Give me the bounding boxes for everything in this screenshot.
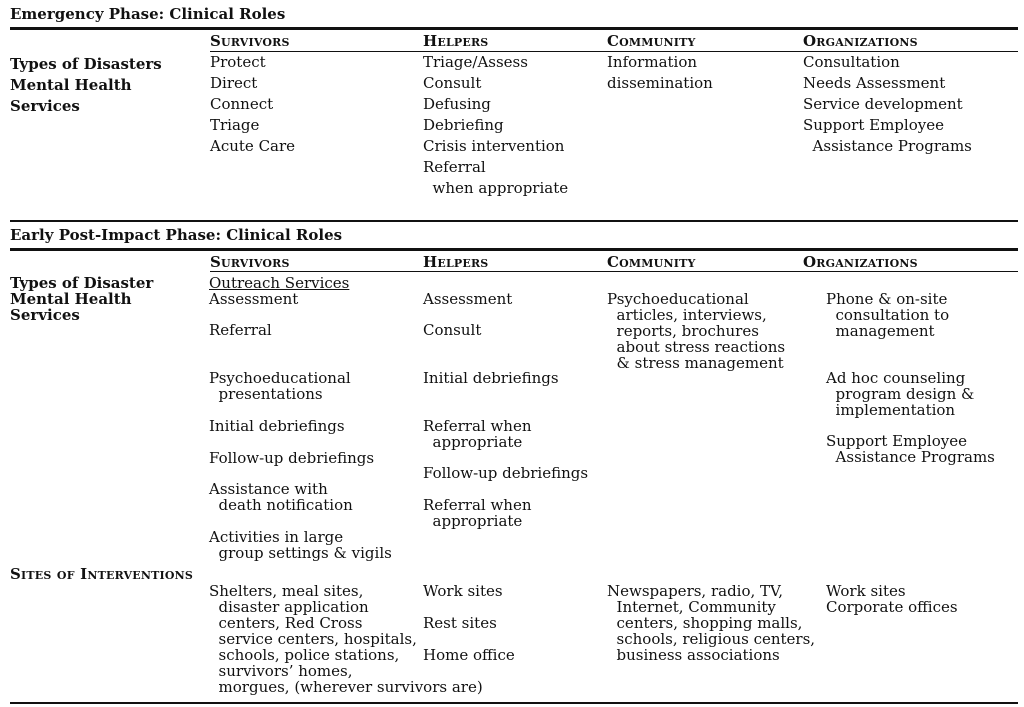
list-item: Assistance with death notification [209, 480, 353, 514]
early-header-helpers: Helpers [423, 253, 489, 271]
list-item: Support Employee Assistance Programs [826, 432, 995, 466]
list-item: Triage/Assess [423, 53, 528, 71]
list-item: Needs Assessment [803, 74, 946, 92]
list-item: when appropriate [423, 179, 569, 197]
sites-organizations-text: Work sites Corporate offices [826, 582, 958, 616]
bottom-rule [10, 702, 1018, 704]
list-item: Consultation [803, 53, 900, 71]
emergency-header-organizations: Organizations [803, 32, 918, 50]
list-item: Initial debriefings [209, 417, 345, 435]
list-item: Follow-up debriefings [209, 449, 375, 467]
list-item: Support Employee [803, 116, 944, 134]
list-item: Rest sites [423, 614, 497, 632]
list-item: Connect [210, 95, 274, 113]
list-item: Crisis intervention [423, 137, 565, 155]
list-item: Information [607, 53, 698, 71]
emergency-header-helpers: Helpers [423, 32, 489, 50]
early-header-rule [210, 271, 1018, 272]
early-phase-title: Early Post-Impact Phase: Clinical Roles [10, 226, 343, 244]
emergency-top-rule [10, 27, 1018, 30]
list-item: Phone & on-site consultation to management [826, 290, 950, 340]
sites-community-text: Newspapers, radio, TV, Internet, Community centers, shopping malls, schools, religious centers, business associations [607, 582, 816, 664]
list-item: Referral when appropriate [423, 417, 532, 451]
early-header-organizations: Organizations [803, 253, 918, 271]
list-item: Referral [423, 158, 486, 176]
list-item: Consult [423, 321, 482, 339]
emergency-header-survivors: Survivors [210, 32, 290, 50]
emergency-header-community: Community [607, 32, 696, 50]
list-item: Assessment [209, 290, 299, 308]
list-item: Protect [210, 53, 266, 71]
list-item: Assessment [423, 290, 513, 308]
list-item: Home office [423, 646, 515, 664]
early-header-community: Community [607, 253, 696, 271]
list-item: Direct [210, 74, 258, 92]
list-item: Assistance Programs [803, 137, 972, 155]
list-item: Work sites [423, 582, 503, 600]
list-item: Debriefing [423, 116, 504, 134]
list-item: Psychoeducational presentations [209, 369, 351, 403]
early-top-rule [10, 248, 1018, 251]
list-item: Initial debriefings [423, 369, 559, 387]
early-header-survivors: Survivors [210, 253, 290, 271]
list-item: Defusing [423, 95, 491, 113]
list-item: Follow-up debriefings [423, 464, 589, 482]
emergency-header-rule [210, 51, 1018, 52]
emergency-row-label: Types of Disasters Mental Health Services [10, 55, 162, 115]
list-item: Referral [209, 321, 272, 339]
emergency-phase-title: Emergency Phase: Clinical Roles [10, 5, 286, 23]
early-community-text: Psychoeducational articles, interviews, reports, brochures about stress reactions & stress management [607, 290, 786, 372]
list-item: Consult [423, 74, 482, 92]
sites-survivors-text: Shelters, meal sites, disaster application centers, Red Cross service centers, hospitals, schools, police stations, survivors’ homes, morgues, (wherever survivors are) [209, 582, 483, 696]
section-divider-rule [10, 220, 1018, 222]
list-item: Acute Care [210, 137, 296, 155]
list-item: dissemination [607, 74, 713, 92]
outreach-services-label: Outreach Services [209, 274, 350, 292]
early-row-label: Types of Disaster Mental Health Services [10, 274, 154, 324]
list-item: Triage [210, 116, 260, 134]
list-item: Ad hoc counseling program design & implementation [826, 369, 975, 419]
list-item: Activities in large group settings & vigils [209, 528, 392, 562]
list-item: Referral when appropriate [423, 496, 532, 530]
sites-of-interventions-label: Sites of Interventions [10, 565, 194, 583]
list-item: Service development [803, 95, 963, 113]
